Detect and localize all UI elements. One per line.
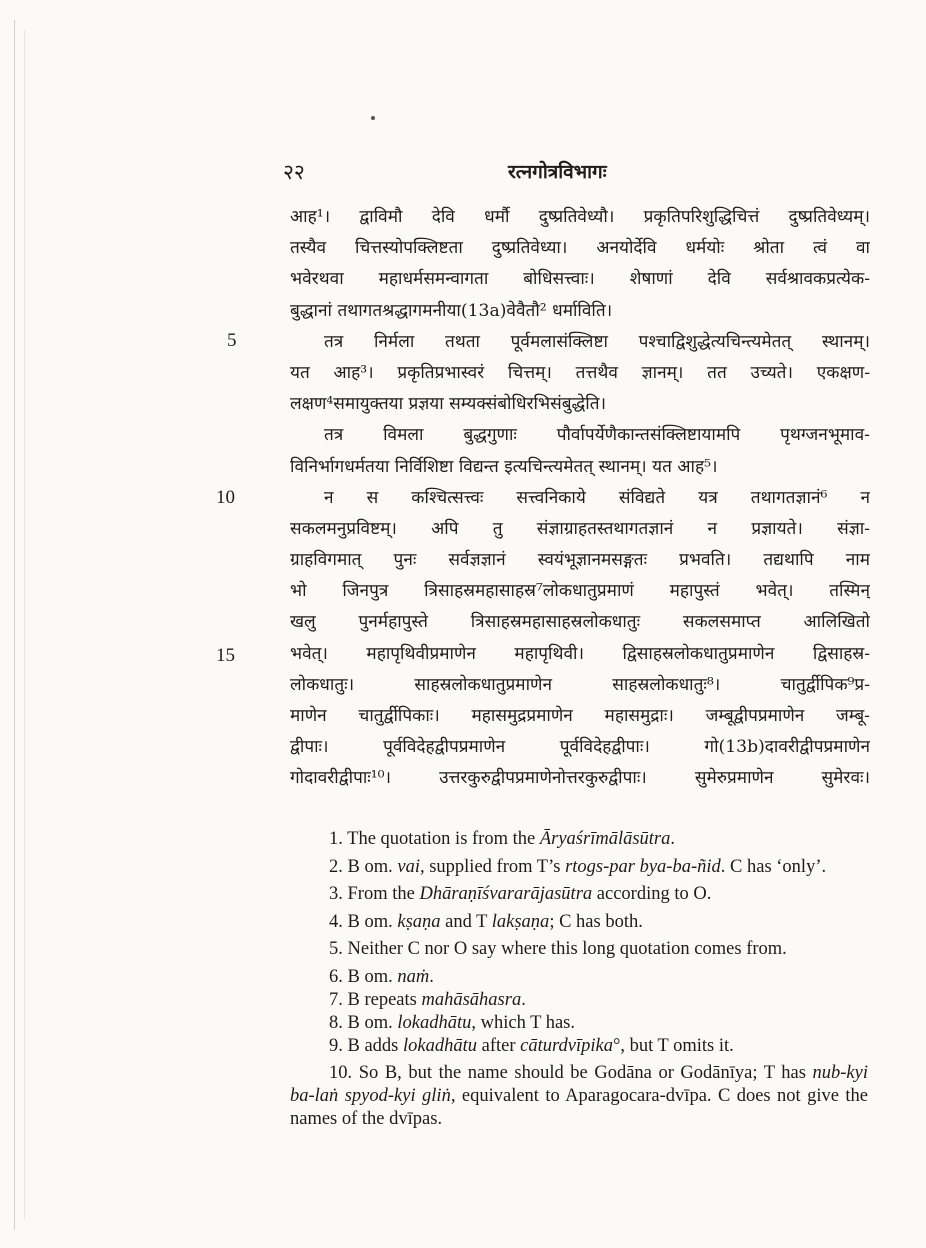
footnotes bbox=[290, 828, 868, 1136]
text-line: खलु पुनर्महापुस्ते त्रिसाहस्रमहासाहस्रलोकधातुः सकलसमाप्त आलिखितो bbox=[290, 612, 870, 633]
text-line: तत्र निर्मला तथता पूर्वमलासंक्लिष्टा पश्चाद्विशुद्धेत्यचिन्त्यमेतत् स्थानम्। bbox=[324, 331, 870, 352]
ink-speck bbox=[371, 116, 375, 120]
text-line: द्वीपाः। पूर्वविदेहद्वीपप्रमाणेन पूर्वविदेहद्वीपाः। गो(13b)दावरीद्वीपप्रमाणेन bbox=[290, 737, 870, 758]
line-number-15: 15 bbox=[216, 645, 235, 666]
running-head: रत्नगोत्रविभागः bbox=[508, 161, 607, 183]
text-line: लक्षण⁴समायुक्तया प्रज्ञया सम्यक्संबोधिरभिसंबुद्धेति। bbox=[290, 394, 607, 415]
footnote-8: 8. B om. lokadhātu, which T has. bbox=[329, 1012, 575, 1033]
footnote-10: 10. So B, but the name should be Godāna or Godānīya; T has nub-kyi ba-laṅ spyod-kyi gliṅ, equivalent to Aparagocara-dvīpa. C does not give the names of the dvīpas. bbox=[290, 1063, 869, 1129]
page-edge-shadow bbox=[24, 30, 25, 1220]
page-edge-line bbox=[14, 20, 15, 1230]
page-number: २२ bbox=[283, 160, 305, 184]
line-number-10: 10 bbox=[216, 487, 235, 508]
text-line: बुद्धानां तथागतश्रद्धागमनीया(13a)वेवैतौ² धर्माविति। bbox=[290, 300, 613, 321]
footnote-2: 2. B om. vai, supplied from T’s rtogs-par bya-ba-ñid. C has ‘only’. bbox=[329, 856, 827, 877]
text-line: भवेत्। महापृथिवीप्रमाणेन महापृथिवी। द्विसाहस्रलोकधातुप्रमाणेन द्विसाहस्र- bbox=[290, 643, 870, 664]
footnote-4: 4. B om. kṣaṇa and T lakṣaṇa; C has both. bbox=[329, 911, 643, 932]
text-line: भवेरथवा महाधर्मसमन्वागता बोधिसत्त्वाः। शेषाणां देवि सर्वश्रावकप्रत्येक- bbox=[290, 269, 870, 290]
sanskrit-text-block bbox=[290, 202, 870, 795]
text-line: लोकधातुः। साहस्रलोकधातुप्रमाणेन साहस्रलोकधातुः⁸। चातुर्द्वीपिक⁹प्र- bbox=[290, 674, 870, 695]
footnote-7: 7. B repeats mahāsāhasra. bbox=[329, 989, 526, 1010]
text-line: भो जिनपुत्र त्रिसाहस्रमहासाहस्र⁷लोकधातुप्रमाणं महापुस्तं भवेत्। तस्मिन् bbox=[290, 581, 870, 602]
text-line: विनिर्भागधर्मतया निर्विशिष्टा विद्यन्त इत्यचिन्त्यमेतत् स्थानम्। यत आह⁵। bbox=[290, 456, 718, 477]
text-line: न स कश्चित्सत्त्वः सत्त्वनिकाये संविद्यते यत्र तथागतज्ञानं⁶ न bbox=[324, 487, 870, 508]
text-line: तत्र विमला बुद्धगुणाः पौर्वापर्येणैकान्तसंक्लिष्टायामपि पृथग्जनभूमाव- bbox=[324, 425, 870, 446]
footnote-3: 3. From the Dhāraṇīśvararājasūtra according to O. bbox=[329, 884, 712, 904]
text-line: आह¹। द्वाविमौ देवि धर्मौ दुष्प्रतिवेध्यौ। प्रकृतिपरिशुद्धिचित्तं दुष्प्रतिवेध्यम्। bbox=[290, 207, 870, 227]
text-line: माणेन चातुर्द्वीपिकाः। महासमुद्रप्रमाणेन महासमुद्राः। जम्बूद्वीपप्रमाणेन जम्बू- bbox=[290, 706, 870, 726]
footnote-9: 9. B adds lokadhātu after cāturdvīpika°, but T omits it. bbox=[329, 1035, 734, 1056]
footnote-5: 5. Neither C nor O say where this long quotation comes from. bbox=[329, 939, 787, 959]
line-number-5: 5 bbox=[227, 330, 237, 351]
text-line: सकलमनुप्रविष्टम्। अपि तु संज्ञाग्राहतस्तथागतज्ञानं न प्रज्ञायते। संज्ञा- bbox=[290, 518, 870, 539]
footnote-6: 6. B om. naṁ. bbox=[329, 966, 434, 987]
text-line: गोदावरीद्वीपाः¹⁰। उत्तरकुरुद्वीपप्रमाणेनोत्तरकुरुद्वीपाः। सुमेरुप्रमाणेन सुमेरवः। bbox=[290, 768, 870, 789]
text-line: यत आह³। प्रकृतिप्रभास्वरं चित्तम्। तत्तथैव ज्ञानम्। तत उच्यते। एकक्षण- bbox=[290, 362, 870, 383]
text-line: ग्राहविगमात् पुनः सर्वज्ञज्ञानं स्वयंभूज्ञानमसङ्गतः प्रभवति। तद्यथापि नाम bbox=[290, 550, 870, 571]
footnote-1: 1. The quotation is from the Āryaśrīmālāsūtra. bbox=[329, 829, 676, 849]
text-line: तस्यैव चित्तस्योपक्लिष्टता दुष्प्रतिवेध्या। अनयोर्देवि धर्मयोः श्रोता त्वं वा bbox=[290, 238, 870, 259]
